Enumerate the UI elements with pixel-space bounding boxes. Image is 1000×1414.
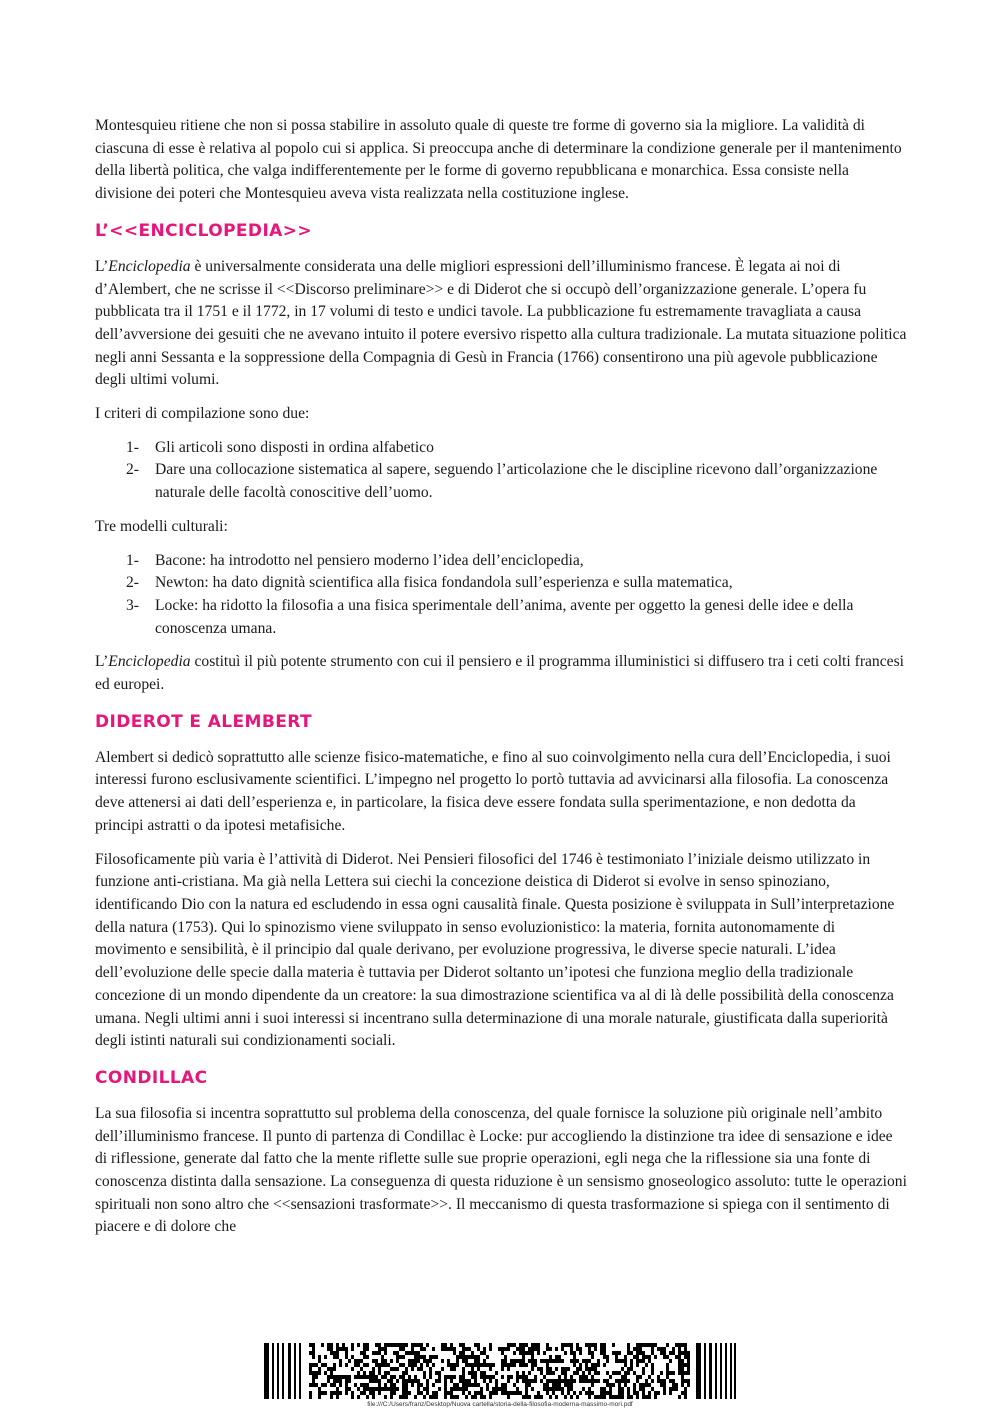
list-item-text: Dare una collocazione sistematica al sapere, seguendo l’articolazione che le discipline ricevono dall’organizzazione naturale delle facoltà conoscitive dell’uomo. (155, 461, 878, 502)
montesquieu-paragraph: Montesquieu ritiene che non si possa stabilire in assoluto quale di queste tre forme di governo sia la migliore. La validità di ciascuna di esse è relativa al popolo cui si applica. Si preoccupa anche di determinare la condizione generale per il mantenimento della libertà politica, che valga indifferentemente per le forme di governo repubblicana e monarchica. Essa consiste nella divisione dei poteri che Montesquieu aveva vista realizzata nella costituzione inglese. (95, 117, 902, 203)
criteri-intro: I criteri di compilazione sono due: (95, 405, 310, 423)
text-run: è universalmente considerata una delle migliori espressioni dell’illuminismo francese. È legata ai noi di d’Alembert, che ne scrisse il <<Discorso preliminare>> e di Diderot che si occupò dell’organizzazione generale. L’opera fu pubblicata tra il 1751 e il 1772, in 17 volumi di testo e undici tavole. La pubblicazione fu estremamente travagliata a causa dell’avversione dei gesuiti che ne avevano intuito il potere eversivo rispetto alla cultura tradizionale. La mutata situazione politica negli anni Sessanta e la soppressione della Compagnia di Gesù in Francia (1766) consentirono una più agevole pubblicazione degli ultimi volumi. (95, 257, 907, 389)
criteri-list (95, 437, 907, 505)
enciclopedia-intro-paragraph (95, 256, 907, 392)
list-number: 2- (126, 461, 139, 479)
section-heading-diderot: DIDEROT E ALEMBERT (95, 711, 312, 732)
modelli-intro: Tre modelli culturali: (95, 517, 228, 535)
list-item-text: Locke: ha ridotto la filosofia a una fisica sperimentale dell’anima, avente per oggetto la genesi delle idee e della conoscenza umana. (155, 596, 854, 637)
section-heading-condillac: CONDILLAC (95, 1067, 208, 1088)
list-item-text: Gli articoli sono disposti in ordina alfabetico (155, 438, 434, 456)
list-item-text: Newton: ha dato dignità scientifica alla fisica fondandola sull’esperienza e sulla matematica, (155, 574, 733, 592)
alembert-paragraph: Alembert si dedicò soprattutto alle scienze fisico-matematiche, e fino al suo coinvolgimento nella cura dell’Enciclopedia, i suoi interessi furono esclusivamente scientifici. L’impegno nel progetto lo portò tuttavia ad avvicinarsi alla filosofia. La conoscenza deve attenersi ai dati dell’esperienza e, in particolare, la fisica deve essere fondata sulla sperimentazione, e non dedotta da principi astratti o da ipotesi metafisiche. (95, 748, 891, 834)
italic-title: Enciclopedia (108, 257, 191, 275)
list-item (95, 437, 907, 460)
list-item (95, 572, 907, 595)
modelli-list (95, 550, 907, 641)
document-page (95, 115, 907, 1250)
text-run: L’ (95, 257, 109, 275)
section-heading-enciclopedia: L’<<ENCICLOPEDIA>> (95, 220, 313, 241)
list-item (95, 459, 907, 504)
text-run: L’ (95, 653, 109, 671)
list-item-text: Bacone: ha introdotto nel pensiero moderno l’idea dell’enciclopedia, (155, 551, 584, 569)
barcode (264, 1343, 736, 1399)
footer-file-path: file:///C:/Users/franz/Desktop/Nuova cartella/storia-della-filosofia-moderna-massimo-mori.pdf (367, 1401, 633, 1408)
diderot-paragraph: Filosoficamente più varia è l’attività di Diderot. Nei Pensieri filosofici del 1746 è testimoniato l’iniziale deismo utilizzato in funzione anti-cristiana. Ma già nella Lettera sui ciechi la concezione deistica di Diderot si evolve in senso spinoziano, identificando Dio con la natura ed escludendo in essa ogni causalità finale. Questa posizione è sviluppata in Sull’interpretazione della natura (1753). Qui lo spinozismo viene sviluppato in senso evoluzionistico: la materia, fornita autonomamente di movimento e sensibilità, è il principio dal quale derivano, per evoluzione progressiva, le diverse specie naturali. L’idea dell’evoluzione delle specie dalla materia è tuttavia per Diderot soltanto un’ipotesi che funziona meglio della tradizionale concezione di un mondo dipendente da un creatore: la sua dimostrazione scientifica va al di là delle possibilità della conoscenza umana. Negli ultimi anni i suoi interessi si incentrano sulla determinazione di una morale naturale, giustificata dalla superiorità degli istinti naturali sui condizionamenti sociali. (95, 850, 895, 1050)
list-number: 2- (126, 574, 139, 592)
text-run: costituì il più potente strumento con cui il pensiero e il programma illuministici si diffusero tra i ceti colti francesi ed europei. (95, 653, 904, 694)
list-item (95, 550, 907, 573)
list-number: 1- (126, 551, 139, 569)
list-number: 1- (126, 438, 139, 456)
italic-title: Enciclopedia (108, 653, 191, 671)
condillac-paragraph: La sua filosofia si incentra soprattutto sul problema della conoscenza, del quale fornisce la soluzione più originale nell’ambito dell’illuminismo francese. Il punto di partenza di Condillac è Locke: pur accogliendo la distinzione tra idee di sensazione e idee di riflessione, generate dal fatto che la mente riflette sulle sue proprie operazioni, egli nega che la riflessione sia una fonte di conoscenza distinta dalla sensazione. La conseguenza di questa riduzione è un sensismo gnoseologico assoluto: tutte le operazioni spirituali non sono altro che <<sensazioni trasformate>>. Il meccanismo di questa trasformazione si spiega con il sentimento di piacere e di dolore che (95, 1104, 907, 1236)
list-item (95, 595, 907, 640)
enciclopedia-closing-paragraph (95, 651, 907, 696)
list-number: 3- (126, 596, 139, 614)
barcode-graphic (264, 1343, 736, 1399)
